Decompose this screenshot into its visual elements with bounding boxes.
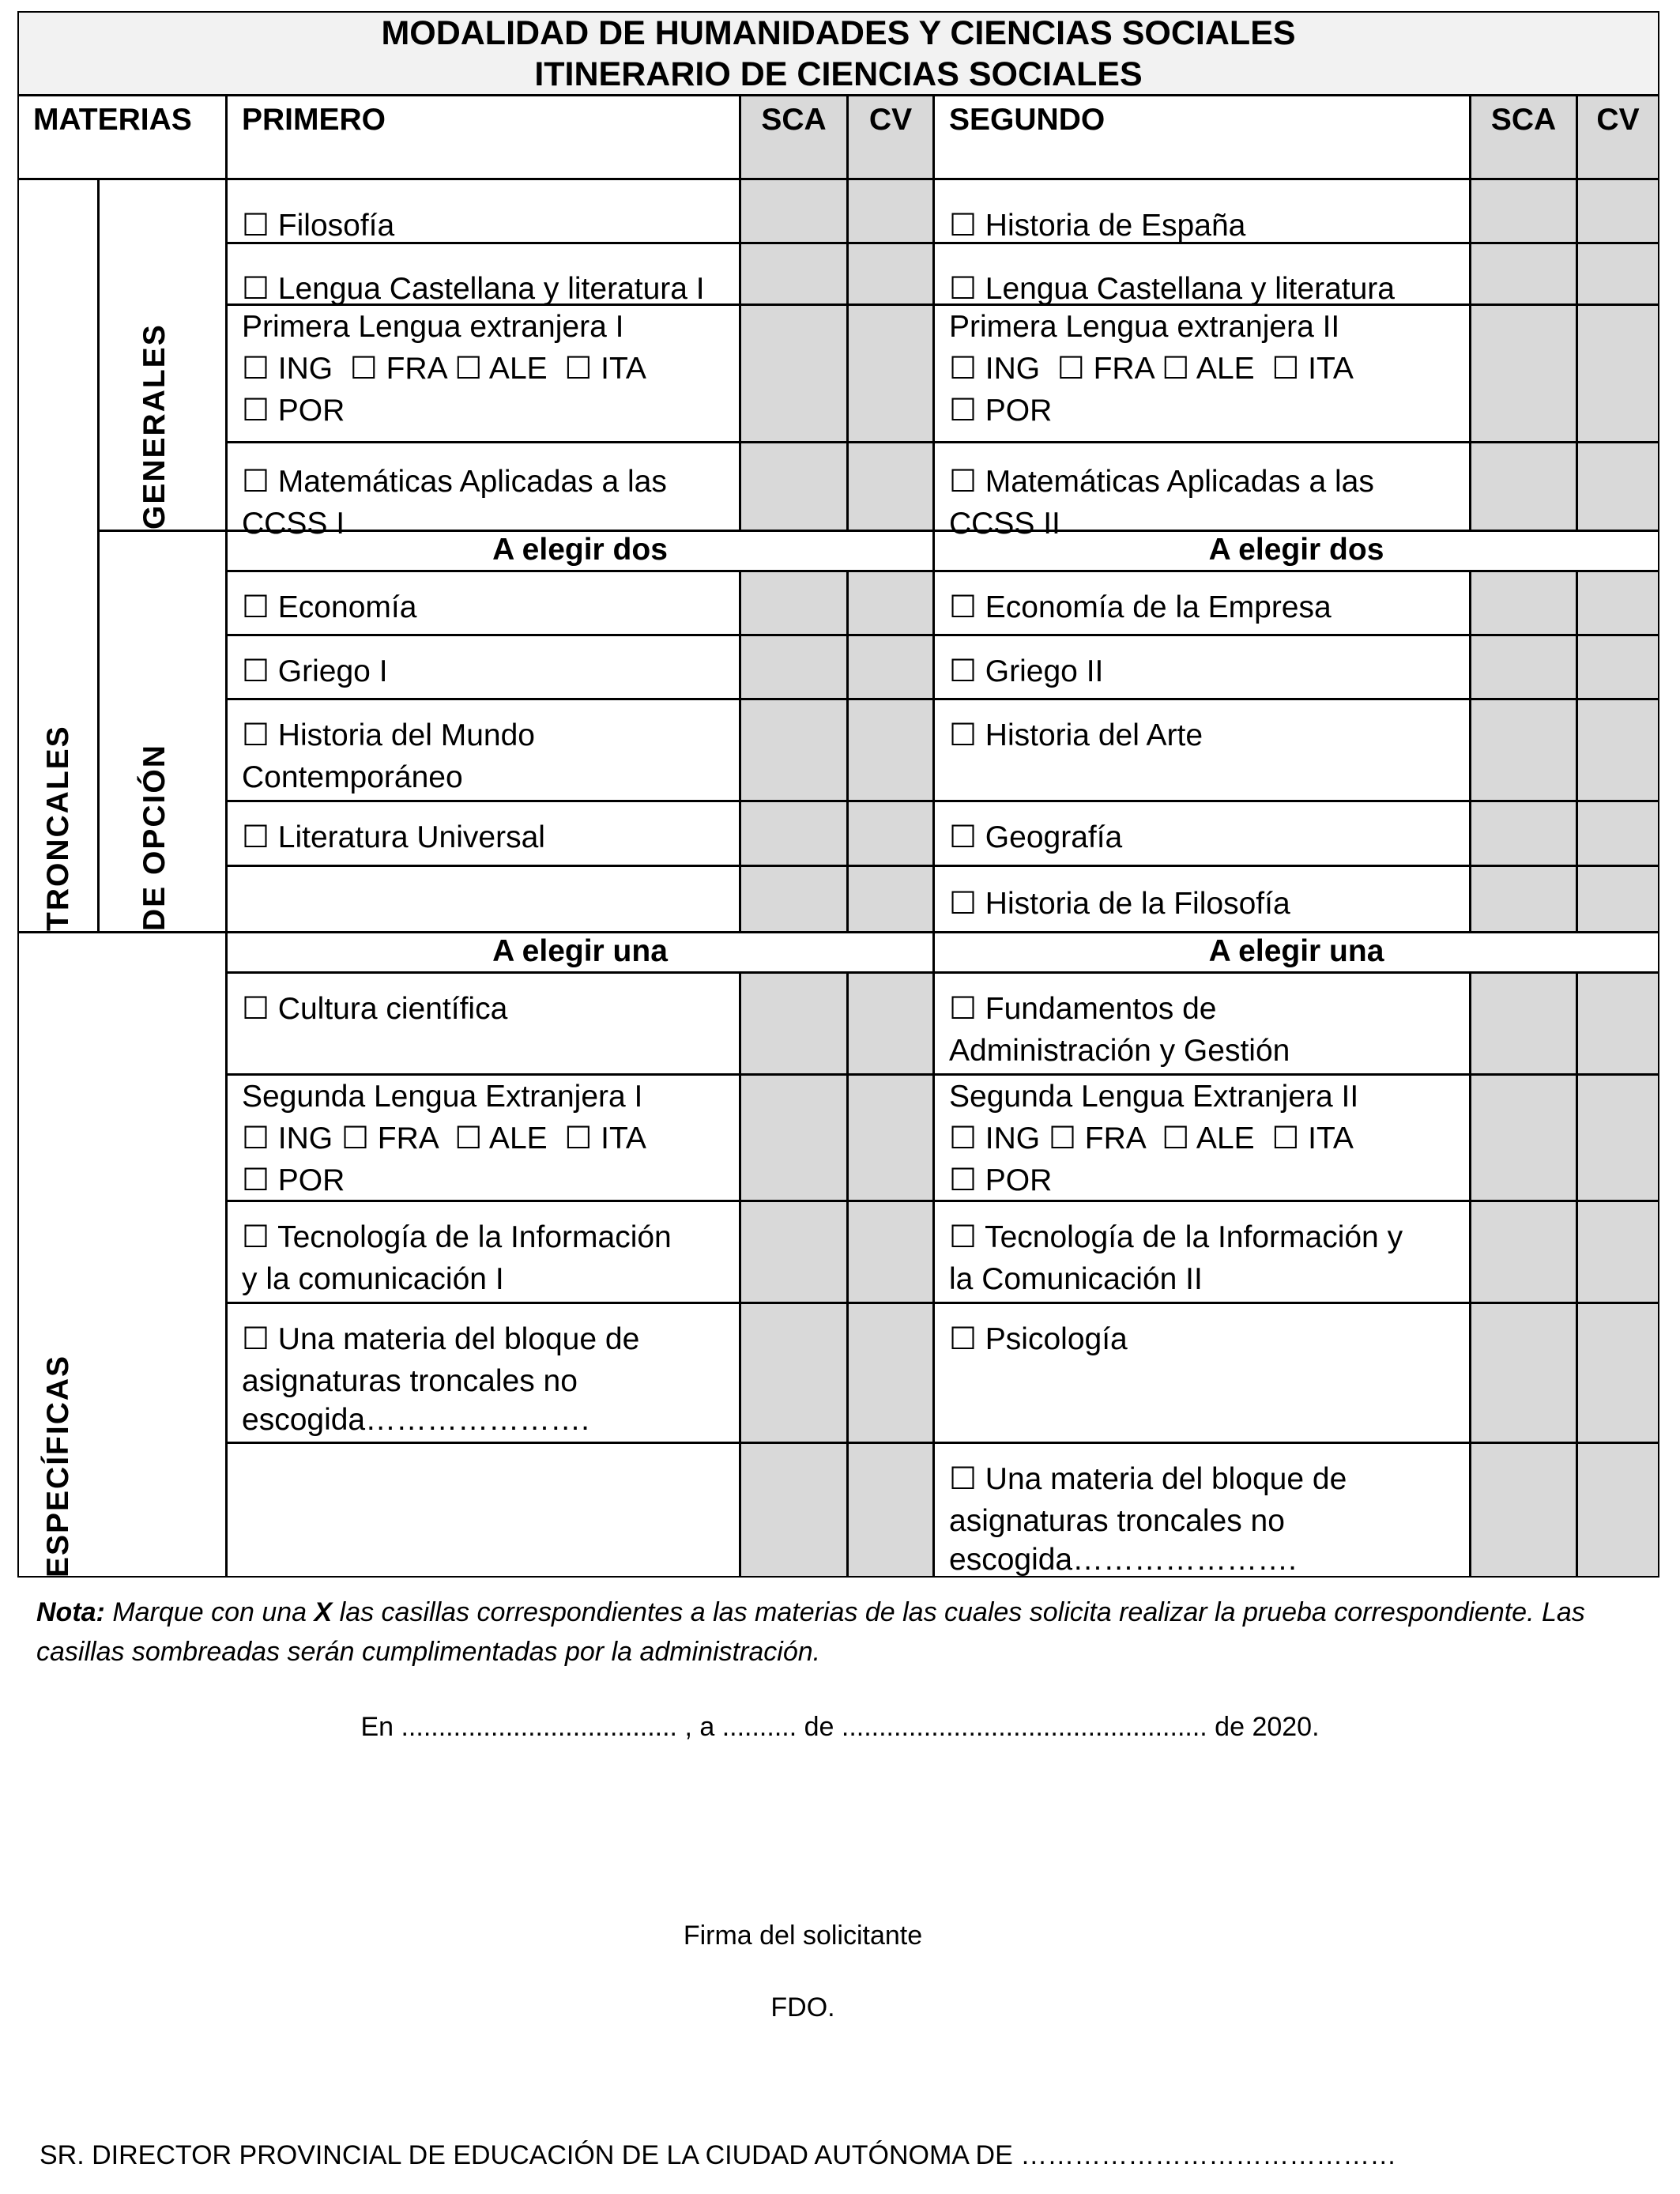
cv-box: [847, 243, 934, 305]
sca-box: [1470, 801, 1577, 866]
nota-label: Nota:: [36, 1597, 105, 1627]
nota: [36, 1593, 1617, 1672]
sca-box: [1470, 571, 1577, 635]
subject-segunda-lengua-1[interactable]: [226, 1074, 740, 1201]
cv-box: [847, 972, 934, 1075]
sca-box: [1470, 304, 1577, 443]
segunda-lengua-2-options[interactable]: ☐ ING ☐ FRA ☐ ALE ☐ ITA: [949, 1122, 1354, 1155]
cv-box: [847, 1201, 934, 1303]
sca-box: [740, 179, 848, 243]
group-de-opcion: [98, 530, 227, 933]
sca-box: [740, 571, 848, 635]
subject-historia-arte[interactable]: ☐ Historia del Arte: [933, 699, 1471, 801]
cv-box: [1576, 243, 1659, 305]
sca-box: [740, 243, 848, 305]
form-title: [17, 11, 1659, 96]
sca-box: [1470, 1074, 1577, 1201]
cv-box: [847, 699, 934, 801]
subject-fundamentos[interactable]: [933, 972, 1471, 1075]
subject-lengua-castellana-2[interactable]: ☐ Lengua Castellana y literatura: [933, 243, 1471, 305]
sca-box: [740, 801, 848, 866]
subject-geografia[interactable]: ☐ Geografía: [933, 801, 1471, 866]
subject-historia-mundo[interactable]: [226, 699, 740, 801]
subject-segunda-lengua-2[interactable]: [933, 1074, 1471, 1201]
subject-tic-2[interactable]: [933, 1201, 1471, 1303]
sca-box: [740, 1302, 848, 1443]
fdo: FDO.: [770, 1992, 835, 2022]
segunda-lengua-1-title: Segunda Lengua Extranjera I: [242, 1080, 643, 1114]
tic-1-line2: y la comunicación I: [242, 1262, 504, 1296]
segunda-lengua-2-title: Segunda Lengua Extranjera II: [949, 1080, 1359, 1114]
primera-lengua-1-title: Primera Lengua extranjera I: [242, 310, 624, 344]
title-line-2: ITINERARIO DE CIENCIAS SOCIALES: [534, 55, 1143, 93]
cv-box: [847, 179, 934, 243]
materia-2-line1: ☐ Una materia del bloque de: [949, 1462, 1347, 1496]
fundamentos-line1: ☐ Fundamentos de: [949, 992, 1217, 1026]
tic-1-line1: ☐ Tecnología de la Información: [242, 1220, 672, 1254]
director-line: SR. DIRECTOR PROVINCIAL DE EDUCACIÓN DE LA CIUDAD AUTÓNOMA DE ……………………………………: [40, 2140, 1397, 2170]
header-segundo: SEGUNDO: [933, 95, 1471, 179]
subject-primera-lengua-2[interactable]: [933, 304, 1471, 443]
subject-primera-lengua-1[interactable]: [226, 304, 740, 443]
cv-box: [1576, 972, 1659, 1075]
label-generales: GENERALES: [137, 323, 171, 530]
sca-box: [740, 972, 848, 1075]
primera-lengua-2-por[interactable]: ☐ POR: [949, 394, 1053, 428]
cv-box: [1576, 1442, 1659, 1578]
fundamentos-line2: Administración y Gestión: [949, 1034, 1290, 1068]
cv-box: [1576, 635, 1659, 699]
header-sca-1: SCA: [740, 95, 848, 179]
sca-box: [1470, 1302, 1577, 1443]
subject-economia[interactable]: ☐ Economía: [226, 571, 740, 635]
subject-psicologia[interactable]: ☐ Psicología: [933, 1302, 1471, 1443]
header-primero: PRIMERO: [226, 95, 740, 179]
materia-2-line3: escogida………………….: [949, 1543, 1297, 1577]
subject-cultura-cientifica[interactable]: ☐ Cultura científica: [226, 972, 740, 1075]
subject-griego-2[interactable]: ☐ Griego II: [933, 635, 1471, 699]
tic-2-line1: ☐ Tecnología de la Información y: [949, 1220, 1403, 1254]
subject-tic-1[interactable]: [226, 1201, 740, 1303]
sca-box: [1470, 1201, 1577, 1303]
empty-cell: [226, 865, 740, 933]
matematicas-1-line1: ☐ Matemáticas Aplicadas a las: [242, 465, 667, 499]
materia-1-line1: ☐ Una materia del bloque de: [242, 1322, 640, 1356]
segunda-lengua-1-por[interactable]: ☐ POR: [242, 1163, 345, 1197]
subject-selection-table: [18, 12, 1659, 1578]
primera-lengua-2-options[interactable]: ☐ ING ☐ FRA ☐ ALE ☐ ITA: [949, 352, 1354, 386]
header-cv-1: CV: [847, 95, 934, 179]
historia-mundo-line2: Contemporáneo: [242, 760, 463, 794]
matematicas-1-line2: CCSS I: [242, 507, 345, 541]
matematicas-2-line1: ☐ Matemáticas Aplicadas a las: [949, 465, 1374, 499]
cv-box: [847, 1302, 934, 1443]
segunda-lengua-1-options[interactable]: ☐ ING ☐ FRA ☐ ALE ☐ ITA: [242, 1122, 646, 1155]
matematicas-2-line2: CCSS II: [949, 507, 1060, 541]
sca-box: [740, 304, 848, 443]
cv-box: [847, 1074, 934, 1201]
sca-box: [740, 1074, 848, 1201]
subject-materia-troncal-2[interactable]: [933, 1442, 1471, 1578]
title-line-1: MODALIDAD DE HUMANIDADES Y CIENCIAS SOCIALES: [381, 13, 1296, 52]
sca-box: [1470, 699, 1577, 801]
sca-box: [1470, 635, 1577, 699]
label-troncales: TRONCALES: [41, 725, 75, 931]
materia-1-line2: asignaturas troncales no: [242, 1364, 578, 1398]
subject-historia-filosofia[interactable]: ☐ Historia de la Filosofía: [933, 865, 1471, 933]
cv-box: [1576, 304, 1659, 443]
cv-box: [1576, 801, 1659, 866]
sca-box: [1470, 442, 1577, 531]
sca-box: [740, 865, 848, 933]
subject-lengua-castellana-1[interactable]: ☐ Lengua Castellana y literatura I: [226, 243, 740, 305]
date-line[interactable]: En ..................................... , a .......... de ................................................. de 2020.: [360, 1712, 1320, 1742]
cv-box: [1576, 1302, 1659, 1443]
cv-box: [847, 865, 934, 933]
sca-box: [1470, 1442, 1577, 1578]
sca-box: [1470, 243, 1577, 305]
label-de-opcion: DE OPCIÓN: [137, 744, 171, 931]
cv-box: [1576, 1201, 1659, 1303]
cv-box: [847, 801, 934, 866]
sca-box: [740, 635, 848, 699]
cv-box: [847, 442, 934, 531]
group-especificas: [17, 932, 227, 1578]
subject-economia-empresa[interactable]: ☐ Economía de la Empresa: [933, 571, 1471, 635]
historia-mundo-line1: ☐ Historia del Mundo: [242, 718, 535, 752]
materia-1-line3: escogida………………….: [242, 1403, 590, 1437]
empty-cell: [226, 1442, 740, 1578]
elegir-una-primero: A elegir una: [226, 932, 934, 973]
sca-box: [1470, 972, 1577, 1075]
cv-box: [1576, 699, 1659, 801]
sca-box: [1470, 179, 1577, 243]
tic-2-line2: la Comunicación II: [949, 1262, 1203, 1296]
primera-lengua-1-por[interactable]: ☐ POR: [242, 394, 345, 428]
subject-historia-espana[interactable]: ☐ Historia de España: [933, 179, 1471, 243]
subject-literatura-universal[interactable]: ☐ Literatura Universal: [226, 801, 740, 866]
cv-box: [1576, 571, 1659, 635]
header-cv-2: CV: [1576, 95, 1659, 179]
sca-box: [740, 1442, 848, 1578]
cv-box: [1576, 179, 1659, 243]
sca-box: [740, 699, 848, 801]
elegir-una-segundo: A elegir una: [933, 932, 1659, 973]
cv-box: [847, 635, 934, 699]
header-sca-2: SCA: [1470, 95, 1577, 179]
cv-box: [847, 304, 934, 443]
subject-materia-troncal-1[interactable]: [226, 1302, 740, 1443]
cv-box: [1576, 442, 1659, 531]
primera-lengua-2-title: Primera Lengua extranjera II: [949, 310, 1340, 344]
subject-matematicas-1[interactable]: [226, 442, 740, 541]
cv-box: [847, 1442, 934, 1578]
subject-filosofia[interactable]: ☐ Filosofía: [226, 179, 740, 243]
materia-2-line2: asignaturas troncales no: [949, 1504, 1285, 1538]
nota-x: X: [314, 1597, 333, 1627]
header-materias: MATERIAS: [17, 95, 227, 179]
cv-box: [1576, 1074, 1659, 1201]
subject-griego-1[interactable]: ☐ Griego I: [226, 635, 740, 699]
segunda-lengua-2-por[interactable]: ☐ POR: [949, 1163, 1053, 1197]
elegir-dos-primero: A elegir dos: [226, 530, 934, 571]
label-especificas: ESPECÍFICAS: [41, 1354, 75, 1578]
nota-text-1: Marque con una: [104, 1597, 315, 1627]
group-generales: [98, 179, 227, 531]
cv-box: [1576, 865, 1659, 933]
elegir-dos-segundo: A elegir dos: [933, 530, 1659, 571]
sca-box: [740, 1201, 848, 1303]
group-troncales: [17, 179, 99, 933]
firma-solicitante: Firma del solicitante: [683, 1921, 923, 1951]
nota-text-2: las casillas correspondientes a las materias de las cuales solicita realizar la prueba correspondiente. Las casillas sombreadas serán cumplimentadas por la administración.: [36, 1597, 1585, 1667]
sca-box: [1470, 865, 1577, 933]
subject-matematicas-2[interactable]: [933, 442, 1471, 541]
cv-box: [847, 571, 934, 635]
sca-box: [740, 442, 848, 531]
primera-lengua-1-options[interactable]: ☐ ING ☐ FRA ☐ ALE ☐ ITA: [242, 352, 646, 386]
